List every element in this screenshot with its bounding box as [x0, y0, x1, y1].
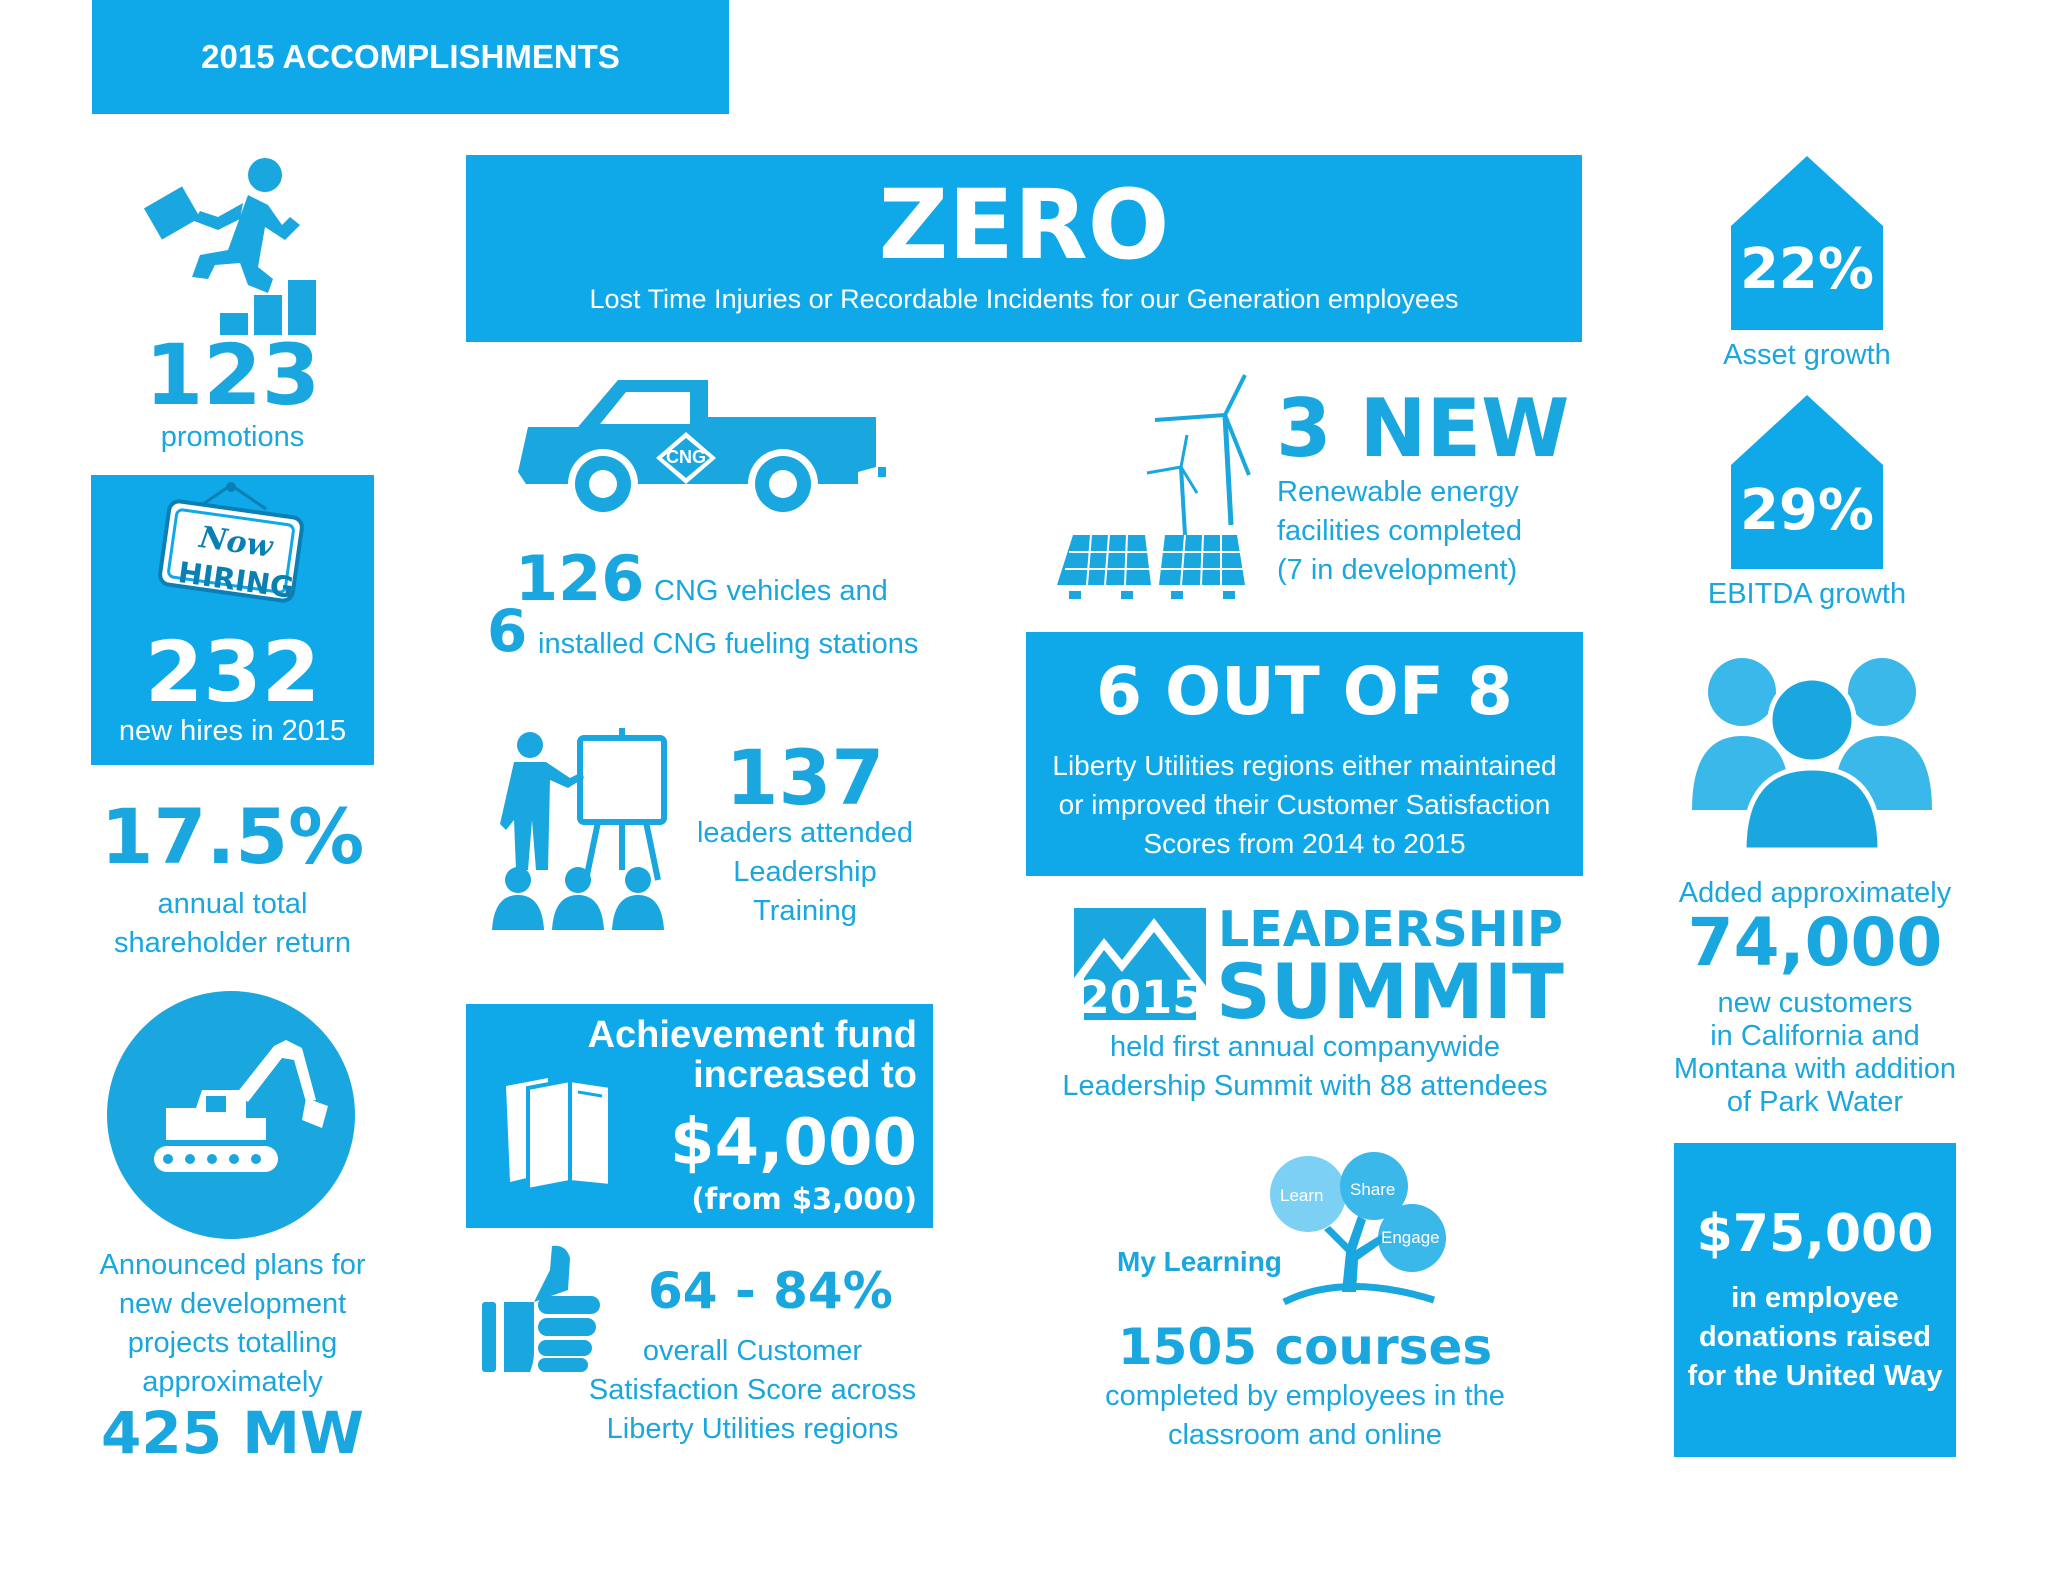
zero-subtitle: Lost Time Injuries or Recordable Incidents for our Generation employees — [589, 284, 1459, 314]
customers-group-icon — [1692, 650, 1932, 850]
customers-line-3: in California and — [1710, 1020, 1920, 1052]
cng-stations-text: installed CNG fueling stations — [538, 628, 919, 660]
learning-bubble-share: Share — [1350, 1180, 1396, 1199]
donations-line-1: in employee — [1731, 1282, 1899, 1314]
learning-bubble-learn: Learn — [1280, 1186, 1324, 1205]
csat-line-1: overall Customer — [642, 1335, 863, 1367]
learning-bubble-engage: Engage — [1381, 1228, 1440, 1247]
development-line-4: approximately — [142, 1366, 323, 1398]
regions-line-2: or improved their Customer Satisfaction — [1058, 789, 1551, 820]
wind-solar-icon — [1055, 375, 1255, 605]
summit-line-1: held first annual companywide — [1109, 1031, 1501, 1063]
csat-value: 64 - 84% — [648, 1262, 893, 1320]
presenter-training-icon — [490, 720, 670, 930]
learning-value: 1505 courses — [1117, 1318, 1493, 1376]
learning-brand: My Learning — [1117, 1246, 1282, 1277]
header-banner — [92, 0, 729, 114]
renewable-value: 3 NEW — [1276, 382, 1570, 475]
zero-banner — [466, 155, 1582, 342]
summit-logo-line-1: LEADERSHIP — [1218, 901, 1563, 958]
summit-logo-year: 2015 — [1078, 971, 1204, 1024]
runner-climbing-icon — [140, 155, 320, 335]
hiring-sign-now: Now — [197, 520, 275, 565]
page-title: 2015 ACCOMPLISHMENTS — [201, 38, 620, 75]
customers-line-4: Montana with addition — [1673, 1053, 1957, 1085]
training-line-1: leaders attended — [696, 817, 914, 849]
regions-line-1: Liberty Utilities regions either maintained — [1052, 750, 1557, 781]
donations-line-3: for the United Way — [1687, 1360, 1943, 1392]
asset-label: Asset growth — [1723, 339, 1891, 371]
cng-truck-icon — [518, 372, 878, 517]
summit-line-2: Leadership Summit with 88 attendees — [1062, 1070, 1548, 1102]
customers-line-2: new customers — [1717, 987, 1913, 1019]
customers-value: 74,000 — [1687, 904, 1943, 981]
fund-note: (from $3,000) — [691, 1182, 917, 1216]
cng-badge: CNG — [666, 447, 706, 467]
development-value: 425 MW — [101, 1399, 364, 1467]
regions-line-3: Scores from 2014 to 2015 — [1143, 828, 1466, 859]
ebitda-label: EBITDA growth — [1707, 578, 1907, 610]
zero-title: ZERO — [878, 169, 1170, 281]
cng-vehicles-value: 126 — [515, 542, 645, 615]
achievement-fund-box — [466, 1004, 933, 1228]
learning-line-2: classroom and online — [1167, 1419, 1443, 1451]
renewable-line-3: (7 in development) — [1277, 554, 1518, 586]
donations-box — [1674, 1143, 1956, 1457]
training-value: 137 — [725, 733, 885, 822]
renewable-line-1: Renewable energy — [1277, 476, 1519, 508]
fund-line-1: Achievement fund — [587, 1014, 917, 1056]
shareholder-value: 17.5% — [100, 792, 365, 881]
learning-line-1: completed by employees in the — [1105, 1380, 1505, 1412]
training-line-2: Leadership — [733, 856, 877, 888]
ebitda-value: 29% — [1739, 478, 1875, 543]
regions-box — [1026, 632, 1583, 876]
promotions-label: promotions — [160, 421, 305, 453]
csat-line-3: Liberty Utilities regions — [606, 1413, 899, 1445]
regions-value: 6 OUT OF 8 — [1096, 653, 1513, 730]
hiring-sign-hiring: HIRING — [176, 555, 296, 605]
asset-value: 22% — [1739, 237, 1875, 302]
hires-value: 232 — [144, 623, 321, 721]
donations-line-2: donations raised — [1698, 1321, 1932, 1353]
csat-line-2: Satisfaction Score across — [588, 1374, 917, 1406]
shareholder-label-2: shareholder return — [114, 927, 351, 959]
training-line-3: Training — [753, 895, 857, 927]
summit-logo-line-2: SUMMIT — [1216, 947, 1564, 1036]
excavator-icon — [106, 990, 356, 1240]
cng-stations-value: 6 — [487, 597, 528, 665]
donations-value: $75,000 — [1696, 1204, 1934, 1264]
hires-label: new hires in 2015 — [118, 715, 347, 747]
renewable-line-2: facilities completed — [1277, 515, 1522, 547]
development-line-3: projects totalling — [127, 1327, 338, 1359]
cng-vehicles-text: CNG vehicles and — [654, 575, 888, 607]
books-icon — [500, 1072, 620, 1192]
customers-line-1: Added approximately — [1678, 877, 1952, 909]
hiring-box — [91, 475, 374, 765]
customers-line-5: of Park Water — [1726, 1086, 1904, 1118]
shareholder-label-1: annual total — [157, 888, 308, 920]
fund-value: $4,000 — [670, 1106, 917, 1180]
promotions-value: 123 — [144, 326, 321, 424]
development-line-2: new development — [118, 1288, 347, 1320]
fund-line-2: increased to — [693, 1054, 917, 1096]
development-line-1: Announced plans for — [99, 1249, 366, 1281]
